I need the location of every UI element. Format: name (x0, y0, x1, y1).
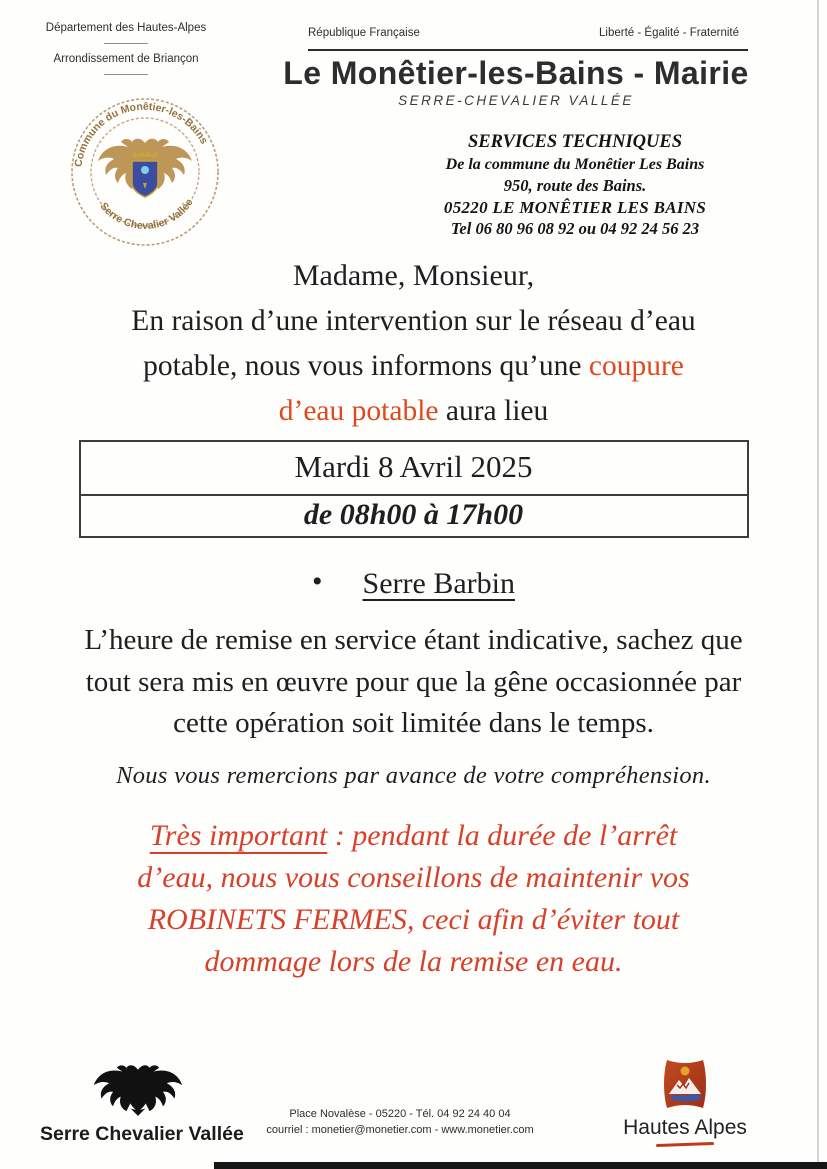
important-paragraph (35, 815, 792, 983)
title-rule (308, 49, 748, 51)
page-subtitle: SERRE-CHEVALIER VALLÉE (398, 93, 634, 108)
department-block (42, 22, 210, 84)
divider (104, 43, 148, 44)
affected-area-row (35, 562, 792, 606)
affected-area-label: Serre Barbin (362, 567, 515, 600)
services-block (368, 132, 782, 240)
important-line-1-text: : pendant la durée de l’arrêt (327, 818, 678, 852)
schedule-time: de 08h00 à 17h00 (303, 498, 524, 531)
coupure-highlight-2: d’eau potable (278, 395, 439, 427)
hautes-alpes-label: Hautes Alpes (623, 1116, 747, 1139)
schedule-box (79, 440, 749, 538)
arrondissement-label: Arrondissement de Briançon (53, 53, 199, 65)
services-phone: Tel 06 80 96 08 92 ou 04 92 24 56 23 (450, 219, 700, 238)
serre-chevalier-logo (40, 1062, 244, 1146)
hautes-alpes-underline (656, 1142, 714, 1147)
intro-paragraph (35, 299, 792, 434)
republique-label: République Française (308, 27, 420, 39)
devise-label: Liberté - Égalité - Fraternité (599, 27, 739, 39)
notice-line-1: L’heure de remise en service étant indicative, sachez que (84, 624, 743, 656)
department-label: Département des Hautes-Alpes (45, 22, 207, 34)
serre-chevalier-label: Serre Chevalier Vallée (40, 1123, 244, 1145)
mountain-sun-icon (661, 1058, 709, 1110)
intro-line-1: En raison d’une intervention sur le réseau d’eau (131, 305, 696, 337)
footer-address (250, 1106, 550, 1138)
intro-line-2 (35, 344, 792, 389)
schedule-date: Mardi 8 Avril 2025 (81, 442, 747, 496)
services-title: SERVICES TECHNIQUES (467, 132, 683, 152)
letter-body (35, 253, 792, 983)
black-eagle-icon (90, 1062, 186, 1116)
svg-text:Commune du Monêtier-les-Bains: Commune du Monêtier-les-Bains (72, 100, 210, 168)
bullet-icon: • (312, 565, 323, 598)
intro-line-3 (35, 389, 792, 434)
seal-eagle-icon (68, 95, 222, 249)
page-title: Le Monêtier-les-Bains - Mairie (283, 55, 749, 91)
services-commune: De la commune du Monêtier Les Bains (445, 155, 705, 173)
important-line-1 (35, 815, 792, 857)
salutation: Madame, Monsieur, (292, 259, 535, 292)
notice-paragraph (35, 620, 792, 745)
important-line-3: ROBINETS FERMES, ceci afin d’éviter tout (147, 902, 680, 936)
footer-address-line-1: Place Novalèse - 05220 - Tél. 04 92 24 40 04 (289, 1108, 511, 1120)
important-line-2: d’eau, nous vous conseillons de maintenir vos (137, 860, 690, 894)
scan-bottom-bar (214, 1162, 827, 1169)
divider (104, 74, 148, 75)
hautes-alpes-logo (618, 1058, 752, 1146)
municipal-seal (68, 95, 222, 249)
services-city: 05220 LE MONÊTIER LES BAINS (443, 197, 707, 217)
services-street: 950, route des Bains. (503, 176, 647, 195)
coupure-highlight: coupure (588, 350, 684, 382)
footer-address-line-2: courriel : monetier@monetier.com - www.monetier.com (266, 1124, 534, 1136)
svg-text:Serre Chevalier Vallée: Serre Chevalier Vallée (97, 196, 196, 232)
notice-line-3: cette opération soit limitée dans le temps. (173, 707, 654, 739)
notice-line-2: tout sera mis en œuvre pour que la gêne occasionnée par (85, 665, 742, 698)
important-line-4: dommage lors de la remise en eau. (204, 944, 623, 978)
scan-edge-line (817, 0, 819, 1169)
intro-line-3-text: aura lieu (438, 395, 549, 427)
thanks-line: Nous vous remercions par avance de votre compréhension. (116, 761, 711, 789)
intro-line-2-text: potable, nous vous informons qu’une (143, 350, 589, 382)
important-label: Très important (149, 818, 328, 852)
